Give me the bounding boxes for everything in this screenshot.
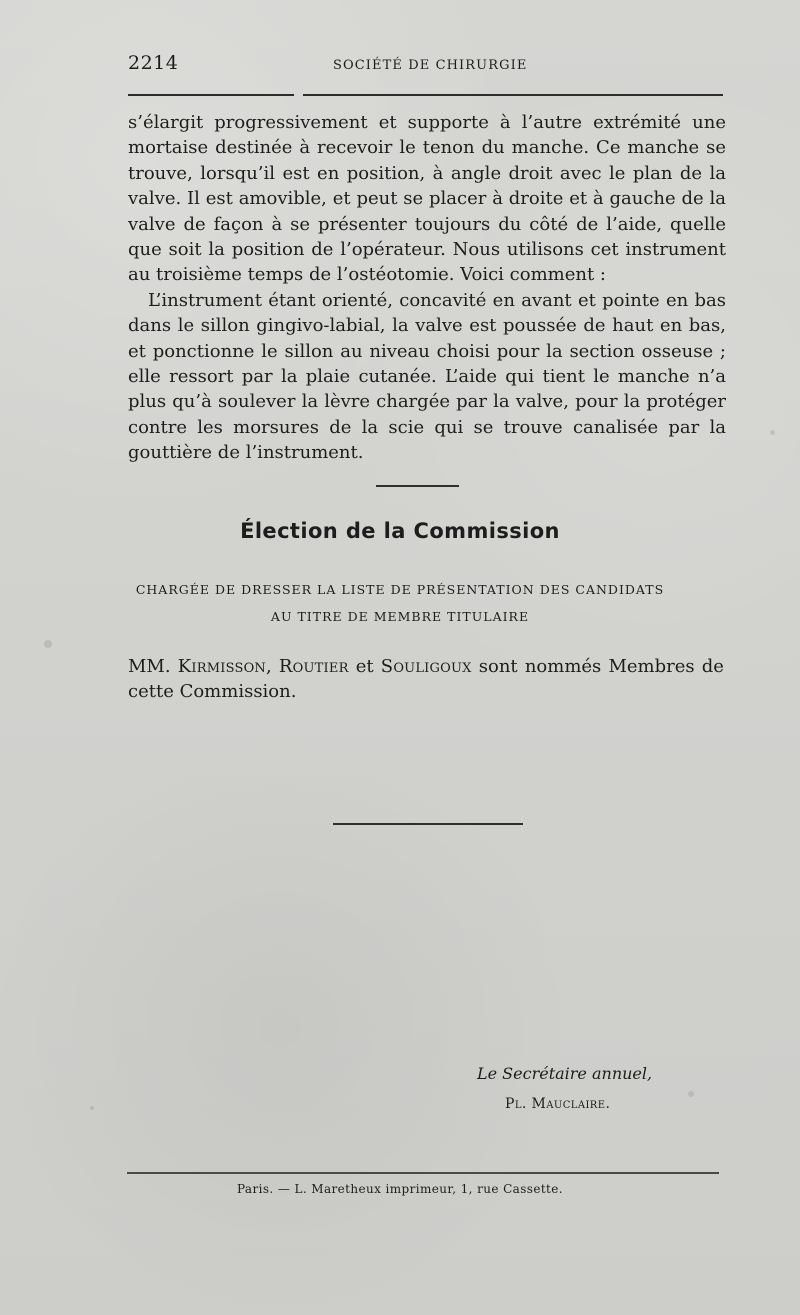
page-number: 2214	[128, 52, 179, 74]
member-name-kirmisson: Kirmisson	[177, 656, 266, 677]
paragraph-2: L’instrument étant orienté, concavité en avant et pointe en bas dans le sillon gingivo-labial, la valve est poussée de haut en bas, et ponctionne le sillon au niveau choisi pour la section osseuse ; elle ressort par la plaie cutanée. L’aide qui tient le manche n’a plus qu’à soulever la lèvre chargée par la valve, pour la protéger contre les morsures de la scie qui se trouve canalisée par la gouttière de l’instrument.	[128, 289, 726, 464]
section-divider-top	[376, 485, 459, 487]
section-title: Élection de la Commission	[240, 519, 560, 543]
commission-rest: sont nommés Membres de cette Commission.	[128, 656, 724, 702]
section-divider-bottom	[333, 823, 523, 825]
comma: ,	[266, 656, 272, 677]
paper-spot	[688, 1091, 694, 1097]
printer-footer: Paris. — L. Maretheux imprimeur, 1, rue Cassette.	[237, 1182, 563, 1196]
running-head: SOCIÉTÉ DE CHIRURGIE	[333, 58, 528, 73]
member-name-souligoux: Souligoux	[380, 656, 472, 677]
paper-spot	[44, 640, 52, 648]
commission-lead: MM.	[128, 656, 171, 677]
section-subtitle-line-2: AU TITRE DE MEMBRE TITULAIRE	[270, 609, 530, 624]
signature-role: Le Secrétaire annuel,	[477, 1064, 653, 1083]
page-header	[128, 52, 723, 78]
body-text	[128, 110, 726, 466]
conjunction: et	[355, 656, 374, 677]
paper-spot	[90, 1106, 94, 1110]
paragraph-1: s’élargit progressivement et supporte à l’autre extrémité une mortaise destinée à recevoir le tenon du manche. Ce manche se trouve, lorsqu’il est en position, à angle droit avec le plan de la valve. Il est amovible, et peut se placer à droite et à gauche de la valve de façon à se présenter toujours du côté de l’aide, quelle que soit la position de l’opérateur. Nous utilisons cet instrument au troisième temps de l’ostéotomie. Voici comment :	[128, 112, 726, 286]
header-rule-right	[303, 94, 723, 96]
header-rule-left	[128, 94, 294, 96]
member-name-routier: Routier	[278, 656, 349, 677]
paper-spot	[770, 430, 775, 435]
section-subtitle-line-1: CHARGÉE DE DRESSER LA LISTE DE PRÉSENTATION DES CANDIDATS	[135, 582, 665, 597]
signature-name: Pl. Mauclaire.	[505, 1096, 611, 1112]
commission-announcement	[128, 654, 724, 704]
footer-rule	[127, 1172, 719, 1174]
